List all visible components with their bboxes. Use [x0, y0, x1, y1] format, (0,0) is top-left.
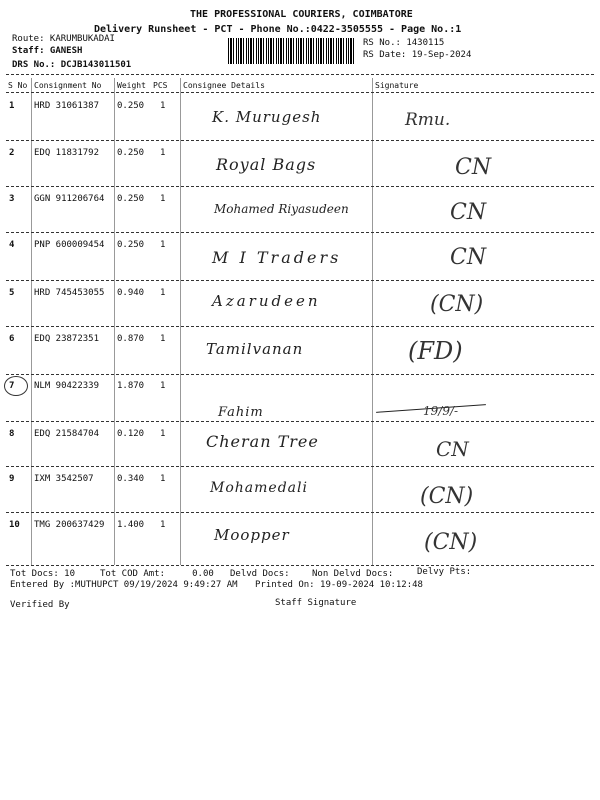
col-pcs: PCS — [153, 81, 168, 90]
row-weight: 0.250 — [117, 240, 145, 250]
row-consignment: NLM 90422339 — [34, 381, 100, 391]
row-sno: 7 — [9, 381, 15, 391]
row-consignee: Mohamedali — [210, 480, 308, 496]
row-pcs: 1 — [160, 288, 166, 298]
row-pcs: 1 — [160, 148, 166, 158]
row-consignment: EDQ 23872351 — [34, 334, 100, 344]
row-weight: 0.250 — [117, 148, 145, 158]
table-header-divider — [6, 92, 594, 93]
entered-by: Entered By :MUTHUPCT 09/19/2024 9:49:27 AM — [10, 580, 238, 590]
row-pcs: 1 — [160, 194, 166, 204]
total-docs: Tot Docs: 10 — [10, 569, 76, 579]
delivery-points: Delvy Pts: — [417, 567, 472, 577]
row-consignment: EDQ 11831792 — [34, 148, 100, 158]
row-consignee: Azarudeen — [212, 292, 321, 310]
row-pcs: 1 — [160, 520, 166, 530]
row-consignment: HRD 745453055 — [34, 288, 105, 298]
row-consignee: Mohamed Riyasudeen — [214, 202, 349, 216]
runsheet-subtitle: Delivery Runsheet - PCT - Phone No.:0422-3505555 - Page No.:1 — [94, 24, 462, 35]
row-consignee: Cheran Tree — [206, 432, 319, 451]
rs-date: RS Date: 19-Sep-2024 — [363, 50, 472, 60]
row-divider — [6, 374, 594, 375]
column-divider — [31, 78, 32, 565]
row-pcs: 1 — [160, 474, 166, 484]
row-pcs: 1 — [160, 334, 166, 344]
staff-signature: Staff Signature — [275, 598, 357, 608]
delivered-docs: Delvd Docs: — [230, 569, 290, 579]
column-divider — [180, 78, 181, 565]
row-divider — [6, 466, 594, 467]
row-weight: 0.340 — [117, 474, 145, 484]
printed-on: Printed On: 19-09-2024 10:12:48 — [255, 580, 423, 590]
row-signature: (CN) — [424, 530, 478, 555]
col-consignment: Consignment No — [34, 81, 102, 90]
row-sno: 1 — [9, 101, 15, 111]
row-sno: 5 — [9, 288, 15, 298]
row-divider — [6, 512, 594, 513]
row-signature: (CN) — [430, 292, 484, 317]
row-divider — [6, 280, 594, 281]
row-consignment: GGN 911206764 — [34, 194, 105, 204]
row-weight: 1.400 — [117, 520, 145, 530]
row-consignment: HRD 31061387 — [34, 101, 100, 111]
row-consignee: Moopper — [214, 526, 290, 544]
row-consignment: IXM 3542507 — [34, 474, 94, 484]
row-signature: 19/9/- — [423, 404, 459, 418]
row-signature: CN — [436, 437, 469, 461]
row-sno: 2 — [9, 148, 15, 158]
row-weight: 0.940 — [117, 288, 145, 298]
column-divider — [372, 78, 373, 565]
route-label: Route: KARUMBUKADAI — [12, 34, 115, 44]
barcode — [228, 38, 354, 64]
row-consignee: Royal Bags — [216, 155, 317, 174]
col-sno: S No — [8, 81, 28, 90]
staff-label: Staff: GANESH — [12, 46, 83, 56]
row-sno: 6 — [9, 334, 15, 344]
row-divider — [6, 140, 594, 141]
row-signature: CN — [455, 155, 492, 180]
header-divider — [6, 74, 594, 75]
row-divider — [6, 232, 594, 233]
row-consignee: M I Traders — [212, 248, 342, 267]
row-sno: 4 — [9, 240, 15, 250]
row-signature: (FD) — [408, 337, 463, 365]
row-divider — [6, 421, 594, 422]
row-signature: (CN) — [420, 484, 474, 509]
row-sno: 8 — [9, 429, 15, 439]
circle-mark — [4, 376, 28, 396]
row-consignee: K. Murugesh — [212, 108, 322, 126]
row-consignment: PNP 600009454 — [34, 240, 105, 250]
column-divider — [114, 78, 115, 565]
row-pcs: 1 — [160, 101, 166, 111]
row-sno: 10 — [9, 520, 20, 530]
non-delivered-docs: Non Delvd Docs: — [312, 569, 394, 579]
row-weight: 1.870 — [117, 381, 145, 391]
col-signature: Signature — [375, 81, 419, 90]
row-signature: CN — [450, 245, 487, 270]
col-consignee: Consignee Details — [183, 81, 265, 90]
verified-by: Verified By — [10, 600, 70, 610]
row-weight: 0.250 — [117, 194, 145, 204]
row-consignee: Fahim — [218, 405, 264, 420]
total-cod: Tot COD Amt: 0.00 — [100, 569, 214, 579]
row-consignment: EDQ 21584704 — [34, 429, 100, 439]
row-pcs: 1 — [160, 381, 166, 391]
row-divider — [6, 326, 594, 327]
row-sno: 3 — [9, 194, 15, 204]
row-weight: 0.120 — [117, 429, 145, 439]
row-weight: 0.250 — [117, 101, 145, 111]
row-pcs: 1 — [160, 240, 166, 250]
company-name: THE PROFESSIONAL COURIERS, COIMBATORE — [190, 9, 413, 20]
row-pcs: 1 — [160, 429, 166, 439]
row-signature: Rmu. — [405, 110, 451, 130]
table-bottom-divider — [6, 565, 594, 566]
row-signature: CN — [450, 200, 487, 225]
row-consignee: Tamilvanan — [206, 340, 304, 358]
rs-number: RS No.: 1430115 — [363, 38, 445, 48]
col-weight: Weight — [117, 81, 146, 90]
row-sno: 9 — [9, 474, 15, 484]
drs-number: DRS No.: DCJB143011501 — [12, 60, 132, 70]
row-weight: 0.870 — [117, 334, 145, 344]
row-consignment: TMG 200637429 — [34, 520, 105, 530]
row-divider — [6, 186, 594, 187]
